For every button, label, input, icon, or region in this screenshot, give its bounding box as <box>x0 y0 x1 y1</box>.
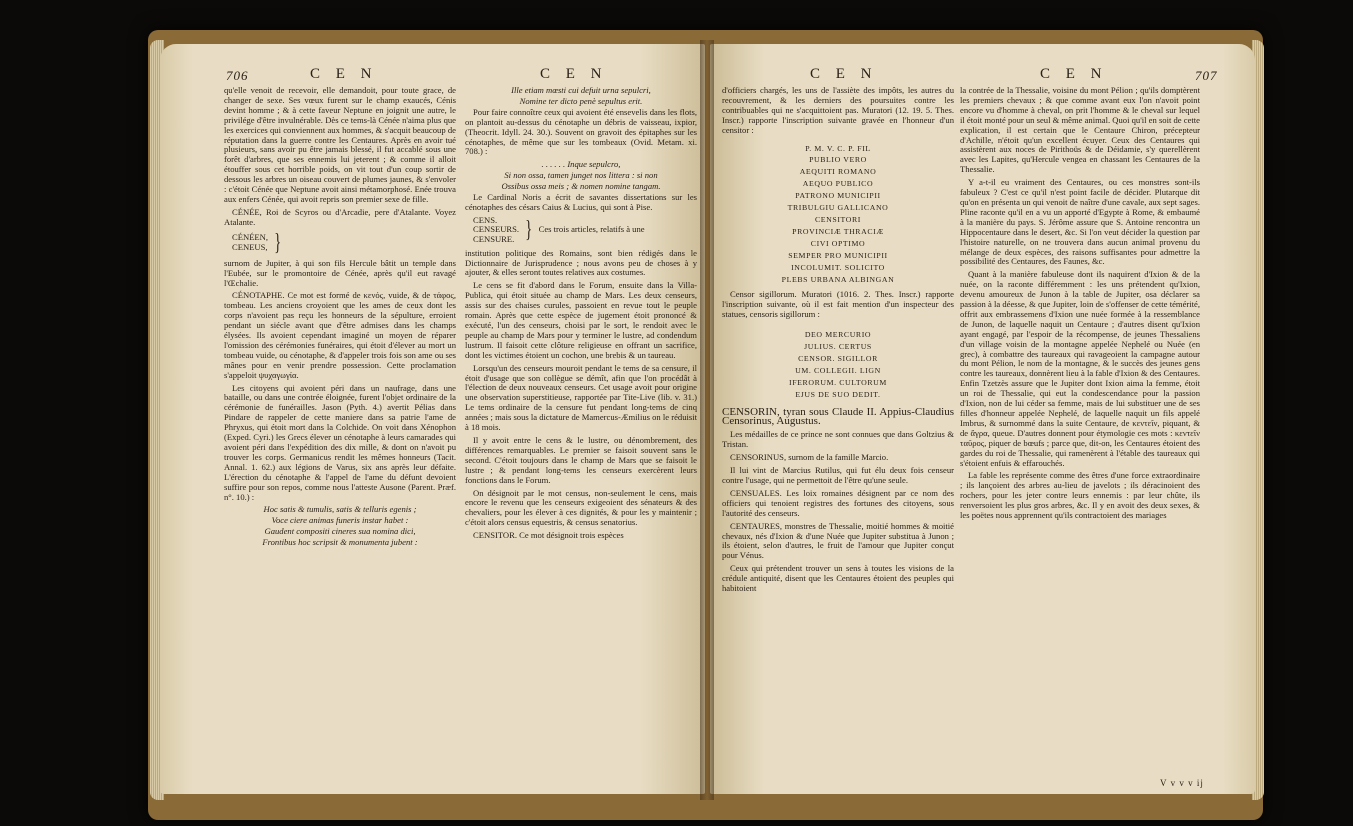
paragraph: Le Cardinal Noris a écrit de savantes dissertations sur les cénotaphes des césars Caius & Lucius, qui sont à Pise. <box>465 192 697 212</box>
paragraph: CENSORINUS, surnom de la famille Marcio. <box>730 452 889 463</box>
inscription-line: CENSOR. SIGILLOR <box>798 353 878 363</box>
brace-term: CÉNÉEN, <box>232 232 269 243</box>
paragraph: Il lui vint de Marcius Rutilus, qui fut élu deux fois censeur contre l'usage, qui ne permettoit de l'être qu'une seule. <box>722 465 954 485</box>
inscription-2 <box>722 330 954 399</box>
brace-term: CENSEURS. <box>473 224 520 235</box>
left-column-2 <box>465 86 697 544</box>
paragraph: Les citoyens qui avoient péri dans un naufrage, dans une bataille, ou dans une contrée éloignée, furent l'objet ordinaire de la cérémonie de funérailles. Jason (Pyth. 4.) avertit Pélias dans Pindare de rappeler de cette maniere dans sa patrie l'ame de Phryxus, qui étoit mort dans la Colchide. On voit dans Xénophon (Exped. Cyri.) les Grecs élever un cénotaphe à leurs camarades qui avoient péri dans l'expédition des dix mille, & dont on n'avoit pu trouver les corps. Germanicus rendit les mêmes honneurs (Tacit. Annal. 1. 62.) aux légions de Varus, six ans après leur défaite. L'érection du cénotaphe & l'appel de l'ame du défunt devoient suffire pour son repos, comme nous l'atteste Ausone (Parent. Præf. n°. 10.) : <box>224 382 456 502</box>
paragraph: Les médailles de ce prince ne sont connues que dans Goltzius & Tristan. <box>722 429 954 450</box>
cens-brace <box>473 216 697 245</box>
right-page-number: 707 <box>1195 68 1218 83</box>
paragraph: Ceux qui prétendent trouver un sens à toutes les visions de la crédule antiquité, disent que les Centaures étoient des peuples qui habitoient <box>722 563 954 594</box>
inscription-line: PATRONO MUNICIPII <box>795 191 881 201</box>
brace-term: CENSURE. <box>473 234 515 245</box>
left-header-col2: C E N <box>540 66 608 82</box>
paragraph: CÉNÉE, Roi de Scyros ou d'Arcadie, pere d'Atalante. Voyez Atalante. <box>224 206 456 227</box>
paragraph: institution politique des Romains, sont bien rédigés dans le Dictionnaire de Jurisprudence ; nous avons peu de choses à y ajouter, & elles seront toutes relatives aux costumes. <box>465 247 697 278</box>
left-page <box>160 44 705 794</box>
inscription-line: INCOLUMIT. SOLICITO <box>791 262 885 272</box>
paragraph: CENSITOR. Ce mot désignoit trois espèces <box>473 530 624 541</box>
inscription-line: CIVI OPTIMO <box>810 238 866 248</box>
inscription-line: UM. COLLEGII. LIGN <box>795 365 881 375</box>
left-page-number: 706 <box>226 68 249 83</box>
verse-line: Ossibus ossa meis ; & nomen nomine tangam. <box>501 181 661 192</box>
right-page <box>710 44 1255 794</box>
paragraph: Y a-t-il eu vraiment des Centaures, ou ces monstres sont-ils fabuleux ? C'est ce qu'il n'est point facile de décider. Plutarque dit qu'on en présenta un qui venoit de naître d'une cavale, aux sept sages. Pline raconte qu'il en a vu un apporté d'Egypte à Rome, & embaumé à la manière du pays. S. Jérôme assure que S. Antoine rencontra un Hippocentaure dans le desert, &c. Si l'on veut décider la question par l'histoire naturelle, on ne trouvera dans aucun animal provenu du mélange de deux espèces, des raisons suffisantes pour admettre la possibilité des Centaures, des Faunes, &c. <box>960 177 1200 267</box>
inscription-line: AEQUO PUBLICO <box>802 179 874 189</box>
book-gutter <box>700 40 714 800</box>
paragraph: Il y avoit entre le cens & le lustre, ou dénombrement, des différences remarquables. Le premier se faisoit souvent sans le second. C'étoit toujours dans le champ de Mars que se faisoit le lustre ; & pendant long-tems les censeurs exercèrent leurs fonctions dans le Forum. <box>465 434 697 485</box>
inscription-line: P. M. V. C. P. FIL <box>805 143 871 153</box>
inscription-line: EJUS DE SUO DEDIT. <box>795 389 881 399</box>
brace-text: Ces trois articles, relatifs à une <box>538 224 645 235</box>
paragraph: On désignoit par le mot census, non-seulement le cens, mais encore le revenu que les censeurs exigeoient des sénateurs & des chevaliers, pour les élever à ces dignités, & pour les y maintenir ; c'étoit alors census equestris, & census senatorius. <box>465 487 697 528</box>
right-header-col2: C E N <box>1040 66 1108 82</box>
inscription-line: PUBLIO VERO <box>809 155 867 165</box>
paragraph: La fable les représente comme des êtres d'une force extraordinaire ; ils lançoient des arbres au-lieu de javelots ; ils déracinoient des rochers, pour les jeter contre leurs ennemis : par leur chûte, ils renversoient les plus gros arbres, &c. Il y en avoit des deux sexes, & les poëtes nous apprennent qu'ils contractoient des mariages <box>960 470 1200 521</box>
brace-term: CENEUS, <box>232 241 268 252</box>
paragraph: Censor sigillorum. Muratori (1016. 2. Thes. Inscr.) rapporte l'inscription suivante, où il est fait mention d'un inspecteur des statues, censoris sigillorum : <box>722 289 954 320</box>
paragraph: CENSORIN, tyran sous Claude II. Appius-Claudius Censorinus, Augustus. <box>722 405 954 428</box>
right-column-2 <box>960 86 1200 524</box>
paragraph: Lorsqu'un des censeurs mouroit pendant le tems de sa censure, il étoit d'usage que son collègue se démît, afin que l'on procédât à l'élection de deux nouveaux censeurs. Cet usage avoit pour origine une observation superstitieuse, rapportée par Tite-Live (lib. v. 31.) Le tems ordinaire de la censure fut pendant long-tems de cinq années ; mais sous la dictature de Mamercus-Æmilius on le réduisit à 18 mois. <box>465 362 697 433</box>
inscription-line: CENSITORI <box>815 214 861 224</box>
verse-line: Frontibus hoc scripsit & monumenta jubent : <box>262 537 418 548</box>
left-header-col1: C E N <box>310 66 378 82</box>
left-column-1 <box>224 86 456 549</box>
brace-symbol: } <box>274 229 282 256</box>
inscription-line: IFERORUM. CULTORUM <box>789 377 887 387</box>
verse-line: Nomine ter dicto penè sepultus erit. <box>519 95 643 106</box>
paragraph: la contrée de la Thessalie, voisine du mont Pélion ; qu'ils domptèrent les premiers chevaux ; & que comme avant eux l'on n'avoit point encore vu d'homme à cheval, on prit l'homme & le cheval sur lequel il étoit monté pour un seul & même animal. Quoi qu'il en soit de cette explication, il est certain que le Centaure Chiron, précepteur d'Achille, n'étoit qu'un excellent écuyer. Ceux des Centaures qui assistèrent aux noces de Pirithoüs & de Déidamie, s'y querellèrent avec les Lapites, qu'Hercule vengea en chassant les Centaures de la Thessalie. <box>960 85 1200 175</box>
verse-line: Voce ciere animas funeris instar habet : <box>271 515 409 526</box>
paragraph: surnom de Jupiter, à qui son fils Hercule bâtit un temple dans l'Eubée, sur le promontoire de Cénée, après qu'il eut ravagé l'Œchalie. <box>224 257 456 288</box>
right-header-col1: C E N <box>810 66 878 82</box>
inscription-line: AEQUITI ROMANO <box>799 167 877 177</box>
brace-symbol: } <box>525 217 533 244</box>
paragraph: Pour faire connoître ceux qui avoient été ensevelis dans les flots, on plantoit au-dessus du cénotaphe un débris de vaisseau, ixpior, (Theocrit. Idyll. 24. 30.). Souvent on gravoit des épitaphes sur les cénotaphes, de même que sur les tombeaux (Ovid. Metam. xi. 708.) : <box>465 106 697 157</box>
verse-line: Hoc satis & tumulis, satis & telluris egenis ; <box>263 504 417 515</box>
signature-mark: V v v v ij <box>1160 778 1204 788</box>
verse-line: Gaudent compositi cineres sua nomina dici, <box>264 526 416 537</box>
right-column-1 <box>722 86 954 597</box>
paragraph: Le cens se fit d'abord dans le Forum, ensuite dans la Villa-Publica, qui étoit située au champ de Mars. Les deux censeurs, assis sur des chaises curules, passoient en revue tout le peuple romain. Après que cette espèce de jugement étoit prononcé & exécuté, l'un des censeurs, choisi par le sort, le rendoit avec le peuple au champ de Mars pour y terminer le lustre, ad condendum lustrum. Il faisoit cette clôture religieuse en offrant un sacrifice, dont les victimes étoient un cochon, une brebis & un taureau. <box>465 280 697 360</box>
verse-line: Si non ossa, tamen junget nos littera : si non <box>504 170 658 181</box>
paragraph: CÉNOTAPHE. Ce mot est formé de κενός, vuide, & de τάφος, tombeau. Les anciens croyoient que les ames de ceux dont les corps n'avoient pas reçu les honneurs de la sépulture, erroient pendant un siécle avant que d'être admises dans les champs élysées. Ils avoient cependant imaginé un moyen de réparer l'omission des cérémonies funéraires, qui étoit d'élever au mort un tombeau vuide, ou cénotaphe, & d'appeler trois fois son ame ou ses mânes pour en venir prendre possession. Cette proclamation s'appeloit ψυχαγωγία. <box>224 290 456 380</box>
verse-line: . . . . . . Inque sepulcro, <box>541 159 621 170</box>
inscription-line: DEO MERCURIO <box>804 330 872 340</box>
paragraph: d'officiers chargés, les uns de l'assiète des impôts, les autres du recouvrement, & les derniers des poursuites contre les contribuables qui ne s'acquittoient pas. Muratori (12. 19. 5. Thes. Inscr.) rapporte l'inscription suivante gravée en l'honneur d'un censitor : <box>722 85 954 135</box>
paragraph: Quant à la manière fabuleuse dont ils naquirent d'Ixion & de la nuée, on la raconte différemment : les uns prétendent qu'Ixion, devenu amoureux de Junon à la table de Jupiter, osa déclarer sa passion à la déesse, & que Jupiter, loin de s'offenser de cette témérité, offrit aux embrassemens d'Ixion une nuée formée à la ressemblance de Junon, de laquelle naquit un Centaure ; d'autres disent qu'Ixion ayant engagé, par l'espoir de la récompense, de jeunes Thessaliens d'un village voisin de la montagne appelée Nephelé ou Nuée (en grec), à combattre des taureaux qui ravageoient la campagne autour du mont Pélion, le nom de la montagne, & le succès des jeunes gens contre les taureaux, donnèrent lieu à la fable d'Ixion & des Centaures. Enfin Tzetzès assure que le Jupiter dont Ixion aima la femme, étoit un roi de Thessalie, qui eut la condescendance pour la passion d'Ixion, non de lui céder sa femme, mais de lui substituer une de ses filles d'honneur appelée Nephelé, de laquelle naquit un fils appelé Imbrus, & surnommé dans la suite Centaure, de κεντεῖν, piquant, & de ἄγρα, queue. D'autres donnent pour étymologie ces mots : κεντεῖν ταῦρος, piquer de bœufs ; parce que, dit-on, les Centaures étoient des gardes du roi de Thessalie, qui ramenèrent à l'étable des taureaux qui s'étoient enfuis & effarouchés. <box>960 269 1200 468</box>
inscription-line: JULIUS. CERTUS <box>804 342 872 352</box>
paragraph: CENTAURES, monstres de Thessalie, moitié hommes & moitié chevaux, nés d'Ixion & d'une Nuée que Jupiter substitua à Junon ; ils étoient, selon d'autres, le fruit de l'amour que Jupiter conçut pour Vénus. <box>722 520 954 561</box>
inscription-1 <box>722 144 954 285</box>
inscription-line: PLEBS URBANA ALBINGAN <box>781 274 895 284</box>
inscription-line: PROVINCIÆ THRACIÆ <box>792 226 884 236</box>
inscription-line: TRIBULGIU GALLICANO <box>787 203 889 213</box>
paragraph: qu'elle venoit de recevoir, elle demandoit, pour toute grace, de changer de sexe. Ses vœux furent sur le champ exaucés, Cénis devint homme ; & à cette faveur Neptune en joignit une autre, le privilége d'être invulnérable. Dès ce tems-là Cénée n'aima plus que les exercices qui conviennent aux hommes, & s'acquit beaucoup de réputation dans la guerre contre les Centaures. Après en avoir tué plusieurs, sans avoir pu être jamais blessé, il fut accablé sous une forêt d'arbres, que ses ennemis lui jeterent ; & comme il alloit étouffer sous cet horrible poids, on vit tout d'un coup sortir de dessous les arbres un oiseau couvert de plumes jaunes, & s'envoler : c'étoit Cénée que Neptune avoit ainsi métamorphosé. Enée trouva aux enfers Cénée, qui avoit repris son premier sexe de fille. <box>224 85 456 204</box>
paragraph: CENSUALES. Les loix romaines désignent par ce nom des officiers qui tenoient registres des fortunes des citoyens, sous l'autorité des censeurs. <box>722 487 954 518</box>
inscription-line: SEMPER PRO MUNICIPII <box>788 250 888 260</box>
ceneen-brace <box>232 231 456 255</box>
brace-term: CENS. <box>473 214 498 225</box>
verse-line: Ille etiam mœsti cui defuit urna sepulcri, <box>511 85 651 95</box>
